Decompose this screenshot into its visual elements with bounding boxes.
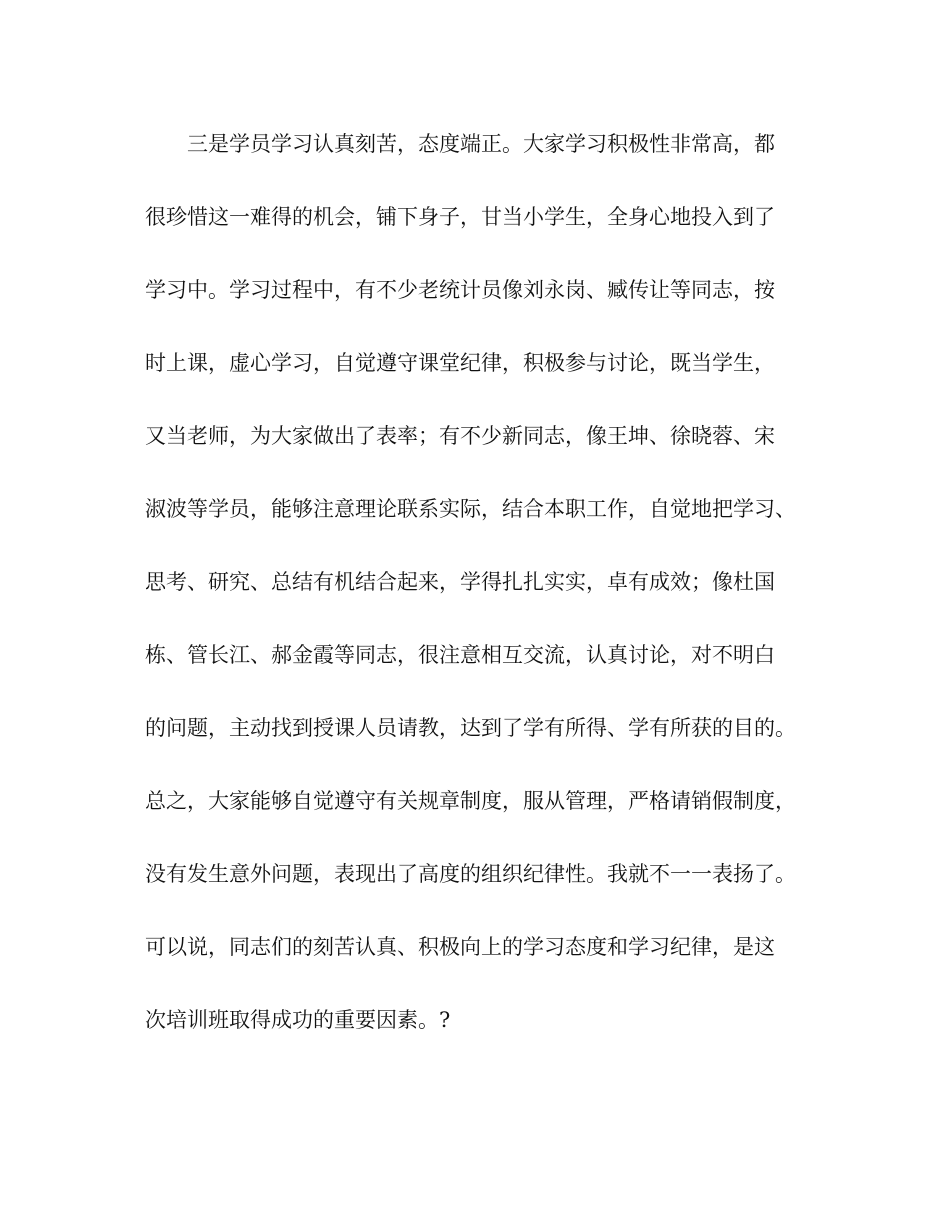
paragraph-line-12: 可以说，同志们的刻苦认真、积极向上的学习态度和学习纪律，是这 — [145, 935, 775, 959]
paragraph-line-7: 思考、研究、总结有机结合起来，学得扎扎实实，卓有成效；像杜国 — [145, 570, 775, 594]
paragraph-line-10: 总之，大家能够自觉遵守有关规章制度，服从管理，严格请销假制度， — [145, 789, 796, 813]
paragraph-line-2: 很珍惜这一难得的机会，铺下身子，甘当小学生，全身心地投入到了 — [145, 205, 775, 229]
paragraph-line-3: 学习中。学习过程中，有不少老统计员像刘永岗、臧传让等同志，按 — [145, 278, 775, 302]
paragraph-line-8: 栋、管长江、郝金霞等同志，很注意相互交流，认真讨论，对不明白 — [145, 643, 775, 667]
paragraph-line-9: 的问题，主动找到授课人员请教，达到了学有所得、学有所获的目的。 — [145, 716, 796, 740]
paragraph-line-5: 又当老师，为大家做出了表率；有不少新同志，像王坤、徐晓蓉、宋 — [145, 424, 775, 448]
paragraph-line-6: 淑波等学员，能够注意理论联系实际，结合本职工作，自觉地把学习、 — [145, 497, 796, 521]
paragraph-line-1: 三是学员学习认真刻苦，态度端正。大家学习积极性非常高，都 — [145, 132, 775, 156]
paragraph-line-13: 次培训班取得成功的重要因素。? — [145, 1008, 451, 1032]
paragraph-line-11: 没有发生意外问题，表现出了高度的组织纪律性。我就不一一表扬了。 — [145, 862, 796, 886]
paragraph-line-4: 时上课，虚心学习，自觉遵守课堂纪律，积极参与讨论，既当学生， — [145, 351, 775, 375]
